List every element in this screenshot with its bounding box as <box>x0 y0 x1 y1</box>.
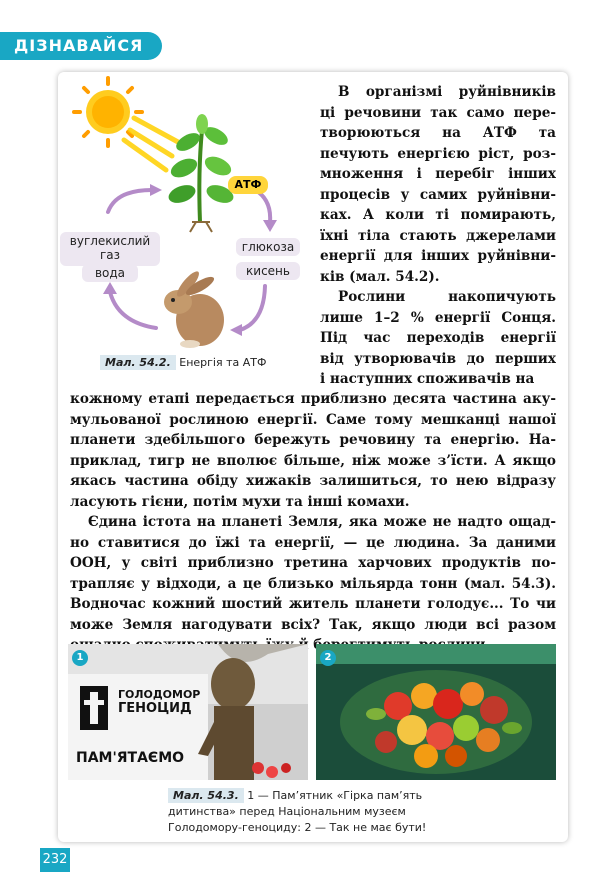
paragraph-2-wide <box>70 389 556 512</box>
photo-food-waste <box>316 644 556 780</box>
text-line: і наступних споживачів на <box>320 371 535 387</box>
photo-monument <box>68 644 308 780</box>
text-line: Рослини накопичують <box>338 289 556 305</box>
section-header <box>0 32 162 60</box>
photo-2-badge: 2 <box>320 650 336 666</box>
text-line: множення і перебіг інших <box>320 166 556 182</box>
light-rays-icon <box>124 118 178 170</box>
text-line: ласують гієни, потім мухи та інші комахи. <box>70 493 410 510</box>
text-line: від утворювачів до перших <box>320 350 556 367</box>
text-line: планети здебільшого бережуть речовину та енергію. На- <box>70 432 556 448</box>
text-line: процесів у самих руйнівни- <box>320 186 556 203</box>
text-line: приклад, тигр не вполює більше, ніж може з’їсти. А якщо <box>70 452 556 469</box>
text-line: печують енергією ріст, роз- <box>320 145 556 162</box>
figure-54-2-text: Енергія та АТФ <box>179 356 267 369</box>
text-line: но ставитися до їжі та енергії, — це людина. За даними <box>70 534 556 551</box>
atf-label: АТФ <box>228 176 268 194</box>
sign-line2: ГЕНОЦИД <box>118 701 192 716</box>
text-line: ків (мал. 54.2). <box>320 268 440 285</box>
text-line: їхні тіла стають джерелами <box>320 227 556 244</box>
co2-line1: вуглекислий <box>69 234 151 248</box>
text-line: кожному етапі передається приблизно десята частина аку- <box>70 391 556 407</box>
photo-1-badge: 1 <box>72 650 88 666</box>
sign-text <box>118 688 200 716</box>
co2-label <box>60 232 160 266</box>
text-line: Єдина істота на планеті Земля, яка може не надто ощад- <box>88 514 556 530</box>
text-line: творюються на АТФ та <box>320 125 556 141</box>
text-line: мульованої рослиною енергії. Саме тому мешканці нашої <box>70 411 556 428</box>
sign-line3: ПАМ'ЯТАЄМО <box>76 750 185 766</box>
page-number: 232 <box>40 848 70 872</box>
energy-atp-diagram <box>60 72 300 362</box>
text-line: лише 1–2 % енергії Сонця. <box>320 309 556 326</box>
glucose-label: глюкоза <box>236 238 300 256</box>
plant-icon <box>166 114 236 232</box>
food-waste-photo-image <box>316 644 556 780</box>
oxygen-label: кисень <box>236 262 300 280</box>
rabbit-icon <box>164 269 224 348</box>
water-label: вода <box>82 264 138 282</box>
text-line: Водночас кожний шостий житель планети голодує... То чи <box>70 596 556 612</box>
paragraph-1 <box>320 82 556 287</box>
figure-54-3-line3: Голодомору-геноциду: 2 — Так не має бути! <box>168 821 427 834</box>
co2-line2: газ <box>99 248 121 262</box>
text-line: трапляє у відходи, а це близько мільярда тонн (мал. 54.3). <box>70 575 556 592</box>
figure-54-3-line1: 1 — Пам’ятник «Гірка пам’ять <box>247 789 423 802</box>
figure-54-3-line2: дитинства» перед Національним музеєм <box>168 805 406 818</box>
sign-line1: ГОЛОДОМОР <box>118 688 201 701</box>
figure-54-2-caption <box>100 356 266 369</box>
figure-54-2-label: Мал. 54.2. <box>100 355 176 370</box>
text-line: ООН, у світі приблизно третина харчових продуктів по- <box>70 555 556 571</box>
figure-54-3-label: Мал. 54.3. <box>168 788 244 803</box>
text-line: ках. А коли ті помирають, <box>320 207 556 223</box>
paragraph-3 <box>70 512 556 656</box>
section-title: ДІЗНАВАЙСЯ <box>14 36 144 55</box>
text-line: енергії для інших руйнівни- <box>320 248 556 264</box>
text-line: якась частина обіду хижаків залишиться, то нею відразу <box>70 473 556 489</box>
figure-54-3-caption <box>168 788 468 836</box>
text-line: може Земля нагодувати всіх? Так, якщо люди всі разом <box>70 616 556 633</box>
text-line: Під час переходів енергії <box>320 330 556 346</box>
sun-icon <box>74 78 142 146</box>
paragraph-2-narrow <box>320 287 556 390</box>
energy-cycle-illustration <box>60 72 300 362</box>
text-line: В організмі руйнівників <box>338 84 556 100</box>
text-line: ці речовини так само пере- <box>320 104 556 121</box>
